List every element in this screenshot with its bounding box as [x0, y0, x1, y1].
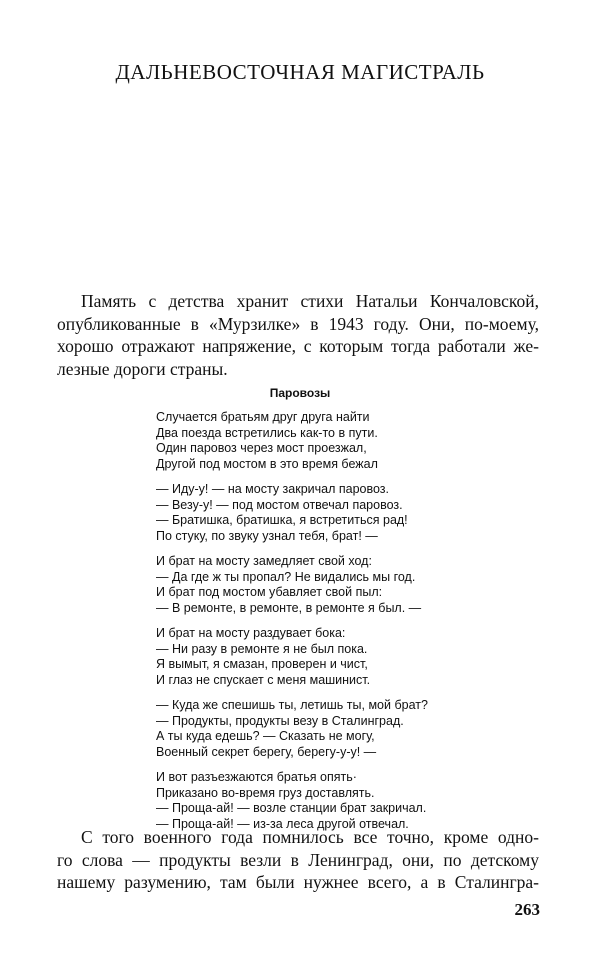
poem-line: Два поезда встретились как-то в пути. [156, 425, 378, 440]
poem [156, 410, 456, 832]
intro-line: Память с детства хранит стихи Натальи Кончаловской, [81, 291, 539, 311]
poem-line: И брат на мосту раздувает бока: [156, 626, 346, 640]
outro-line: С того военного года помнилось все точно, кроме одно- [81, 827, 539, 847]
poem-line: — Везу-у! — под мостом отвечал паровоз. [156, 497, 403, 512]
poem-title: Паровозы [269, 386, 331, 400]
poem-line: — Ни разу в ремонте я не был пока. [156, 641, 368, 656]
poem-stanza [156, 626, 456, 688]
poem-line: И глаз не спускает с меня машинист. [156, 672, 371, 687]
poem-line: И вот разъезжаются братья опять· [156, 770, 357, 784]
poem-stanza [156, 410, 456, 472]
poem-line: — Братишка, братишка, я встретиться рад! [156, 513, 408, 527]
poem-stanza [156, 698, 456, 760]
poem-line: Другой под мостом в это время бежал [156, 456, 378, 471]
poem-stanza [156, 770, 456, 832]
poem-line: Военный секрет берегу, берегу-у-у! — [156, 744, 377, 759]
poem-line: — Проща-ай! — возле станции брат закричал. [156, 801, 427, 815]
intro-line: опубликованные в «Мурзилке» в 1943 году. Они, по-моему, [57, 313, 539, 334]
poem-line: — Куда же спешишь ты, летишь ты, мой брат? [156, 698, 428, 712]
poem-line: — Продукты, продукты везу в Сталинград. [156, 713, 404, 728]
poem-line: Я вымыт, я смазан, проверен и чист, [156, 657, 368, 671]
intro-line: лезные дороги страны. [57, 358, 228, 379]
poem-line: А ты куда едешь? — Сказать не могу, [156, 729, 375, 743]
poem-line: Приказано во-время груз доставлять. [156, 785, 375, 800]
poem-line: Случается братьям друг друга найти [156, 410, 370, 424]
intro-line: хорошо отражают напряжение, с которым тогда работали же- [57, 336, 539, 356]
outro-line: го слова — продукты везли в Ленинград, они, по детскому [57, 849, 539, 870]
intro-paragraph [57, 290, 539, 380]
poem-line: — Иду-у! — на мосту закричал паровоз. [156, 482, 390, 496]
poem-line: — Проща-ай! — из-за леса другой отвечал. [156, 816, 409, 831]
poem-line: — Да где ж ты пропал? Не видались мы год. [156, 569, 416, 584]
chapter-title: ДАЛЬНЕВОСТОЧНАЯ МАГИСТРАЛЬ [115, 60, 485, 84]
poem-line: И брат под мостом убавляет свой пыл: [156, 585, 383, 599]
poem-line: По стуку, по звуку узнал тебя, брат! — [156, 528, 378, 543]
page-number: 263 [514, 900, 540, 919]
poem-line: И брат на мосту замедляет свой ход: [156, 554, 372, 568]
outro-line: нашему разумению, там были нужнее всего, а в Сталингра- [57, 872, 539, 892]
poem-stanza [156, 482, 456, 544]
poem-line: — В ремонте, в ремонте, в ремонте я был. — [156, 600, 422, 615]
outro-paragraph [57, 826, 539, 894]
poem-line: Один паровоз через мост проезжал, [156, 441, 367, 455]
poem-stanza [156, 554, 456, 616]
